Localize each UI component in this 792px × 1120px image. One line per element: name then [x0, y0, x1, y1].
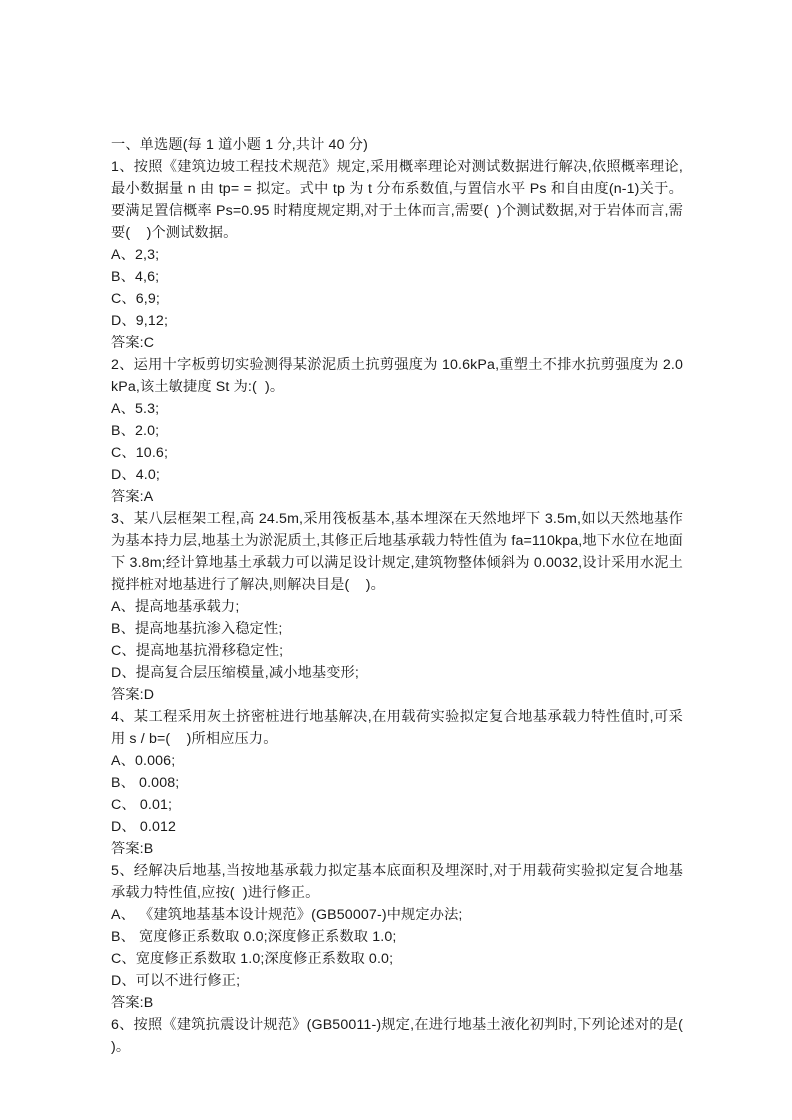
option-line: A、 《建筑地基基本设计规范》(GB50007-)中规定办法; — [111, 907, 463, 923]
option-line: C、6,9; — [111, 291, 160, 307]
option-line: C、宽度修正系数取 1.0;深度修正系数取 0.0; — [111, 951, 394, 967]
document-text-body — [111, 134, 700, 1058]
option-line: B、提高地基抗渗入稳定性; — [111, 621, 283, 637]
option-line: D、9,12; — [111, 313, 169, 329]
option-line: D、提高复合层压缩模量,减小地基变形; — [111, 665, 359, 681]
option-line: B、 0.008; — [111, 775, 180, 791]
option-line: C、10.6; — [111, 445, 169, 461]
option-line: C、提高地基抗滑移稳定性; — [111, 643, 284, 659]
option-line: A、0.006; — [111, 753, 176, 769]
question-paragraph: 1、按照《建筑边坡工程技术规范》规定,采用概率理论对测试数据进行解决,依照概率理论,最小数据量 n 由 tp= = 拟定。式中 tp 为 t 分布系数值,与置信水平 Ps 和自由度(n-1)关于。要满足置信概率 Ps=0.95 时精度规定期,对于土体而言,需要( )个测试数据,对于岩体而言,需要( )个测试数据。 — [111, 159, 683, 241]
section-heading: 一、单选题(每 1 道小题 1 分,共计 40 分) — [111, 137, 368, 153]
answer-line: 答案:B — [111, 995, 154, 1011]
option-line: D、 0.012 — [111, 819, 177, 835]
question-paragraph: 4、某工程采用灰土挤密桩进行地基解决,在用载荷实验拟定复合地基承载力特性值时,可采用 s / b=( )所相应压力。 — [111, 709, 683, 747]
option-line: C、 0.01; — [111, 797, 173, 813]
option-line: B、4,6; — [111, 269, 160, 285]
option-line: A、5.3; — [111, 401, 160, 417]
option-line: B、2.0; — [111, 423, 160, 439]
answer-line: 答案:B — [111, 841, 154, 857]
answer-line: 答案:C — [111, 335, 155, 351]
option-line: A、提高地基承载力; — [111, 599, 240, 615]
question-paragraph: 6、按照《建筑抗震设计规范》(GB50011-)规定,在进行地基土液化初判时,下列论述对的是( )。 — [111, 1017, 700, 1055]
question-paragraph: 3、某八层框架工程,高 24.5m,采用筏板基本,基本埋深在天然地坪下 3.5m,如以天然地基作为基本持力层,地基土为淤泥质土,其修正后地基承载力特性值为 fa=110kpa,地下水位在地面下 3.8m;经计算地基土承载力可以满足设计规定,建筑物整体倾斜为 0.0032,设计采用水泥土搅拌桩对地基进行了解决,则解决目是( )。 — [111, 511, 683, 593]
option-line: D、4.0; — [111, 467, 160, 483]
option-line: A、2,3; — [111, 247, 160, 263]
option-line: B、 宽度修正系数取 0.0;深度修正系数取 1.0; — [111, 929, 397, 945]
answer-line: 答案:A — [111, 489, 154, 505]
option-line: D、可以不进行修正; — [111, 973, 241, 989]
question-paragraph: 2、运用十字板剪切实验测得某淤泥质土抗剪强度为 10.6kPa,重塑土不排水抗剪强度为 2.0 kPa,该土敏捷度 St 为:( )。 — [111, 357, 688, 395]
question-paragraph: 5、经解决后地基,当按地基承载力拟定基本底面积及埋深时,对于用载荷实验拟定复合地基承载力特性值,应按( )进行修正。 — [111, 863, 683, 901]
answer-line: 答案:D — [111, 687, 155, 703]
